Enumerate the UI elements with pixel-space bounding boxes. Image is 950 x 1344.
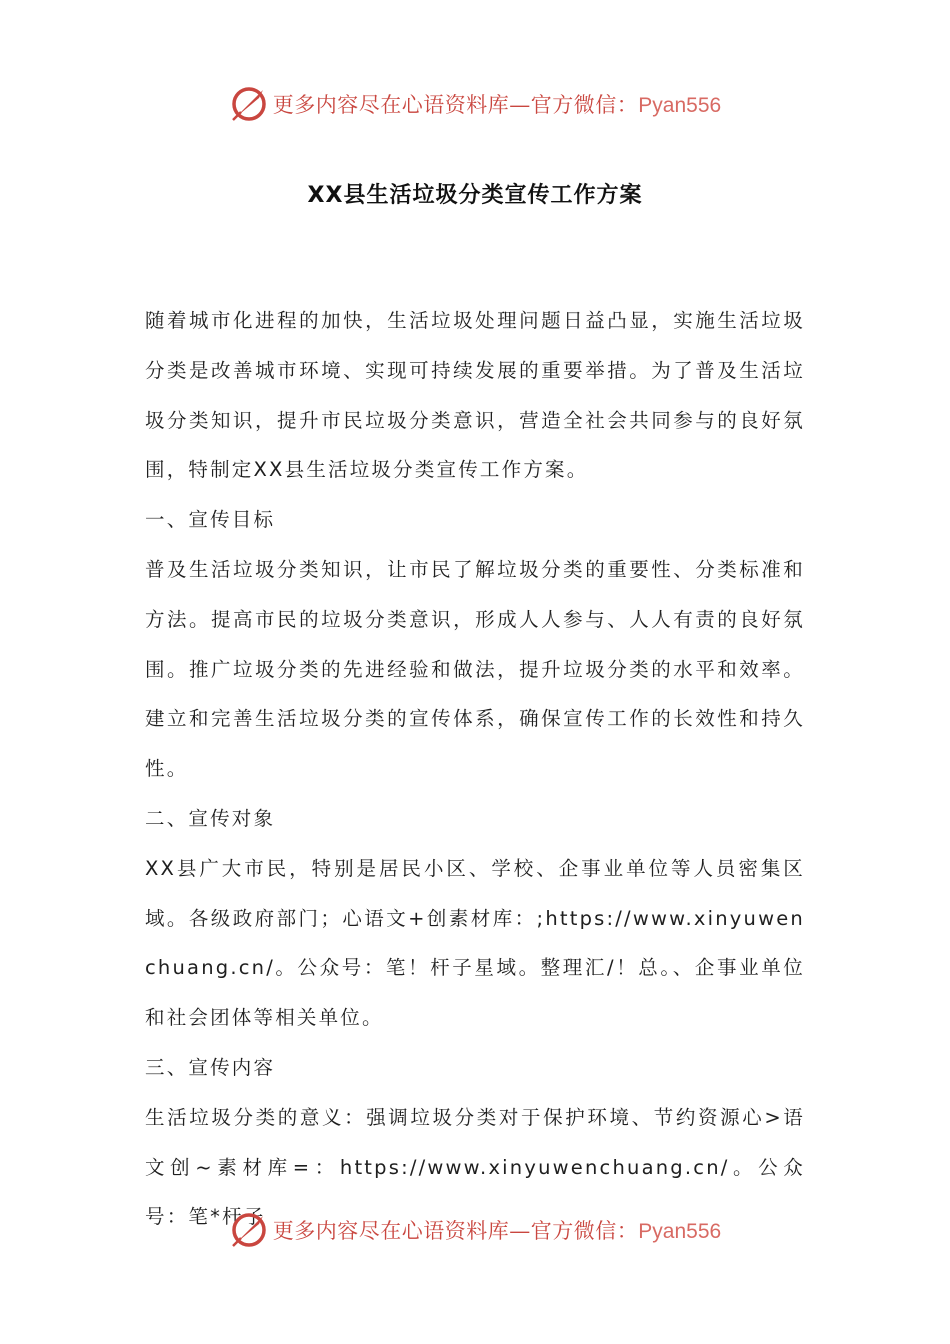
section-heading-2: 二、宣传对象 <box>145 806 276 830</box>
content-paragraph: 生活垃圾分类的意义：强调垃圾分类对于保护环境、节约资源心>语文创~素材库=：https://www.xinyuwenchuang.cn/。公众号：笔*杆子 <box>145 1105 805 1229</box>
goal-paragraph: 普及生活垃圾分类知识，让市民了解垃圾分类的重要性、分类标准和方法。提高市民的垃圾分类意识，形成人人参与、人人有责的良好氛围。推广垃圾分类的先进经验和做法，提升垃圾分类的水平和效率。建立和完善生活垃圾分类的宣传体系，确保宣传工作的长效性和持久性。 <box>145 557 805 781</box>
intro-paragraph: 随着城市化进程的加快，生活垃圾处理问题日益凸显，实施生活垃圾分类是改善城市环境、实现可持续发展的重要举措。为了普及生活垃圾分类知识，提升市民垃圾分类意识，营造全社会共同参与的良好氛围，特制定XX县生活垃圾分类宣传工作方案。 <box>145 309 805 482</box>
banner-text: 更多内容尽在心语资料库—官方微信：Pyan556 <box>272 93 722 117</box>
section-heading-3: 三、宣传内容 <box>145 1055 276 1079</box>
document-title: XX县生活垃圾分类宣传工作方案 <box>307 183 643 208</box>
footer-banner <box>0 1208 950 1252</box>
quill-logo-icon <box>229 1210 269 1250</box>
section-heading-1: 一、宣传目标 <box>145 508 276 532</box>
document-body <box>145 296 805 1242</box>
banner-text: 更多内容尽在心语资料库—官方微信：Pyan556 <box>272 1219 722 1243</box>
audience-paragraph: XX县广大市民，特别是居民小区、学校、企事业单位等人员密集区域。各级政府部门；心语文+创素材库：;https://www.xinyuwenchuang.cn/。公众号：笔！杆子星域。整理汇/！总。、企事业单位和社会团体等相关单位。 <box>145 856 805 1030</box>
header-banner <box>0 82 950 126</box>
quill-logo-icon <box>229 84 269 124</box>
